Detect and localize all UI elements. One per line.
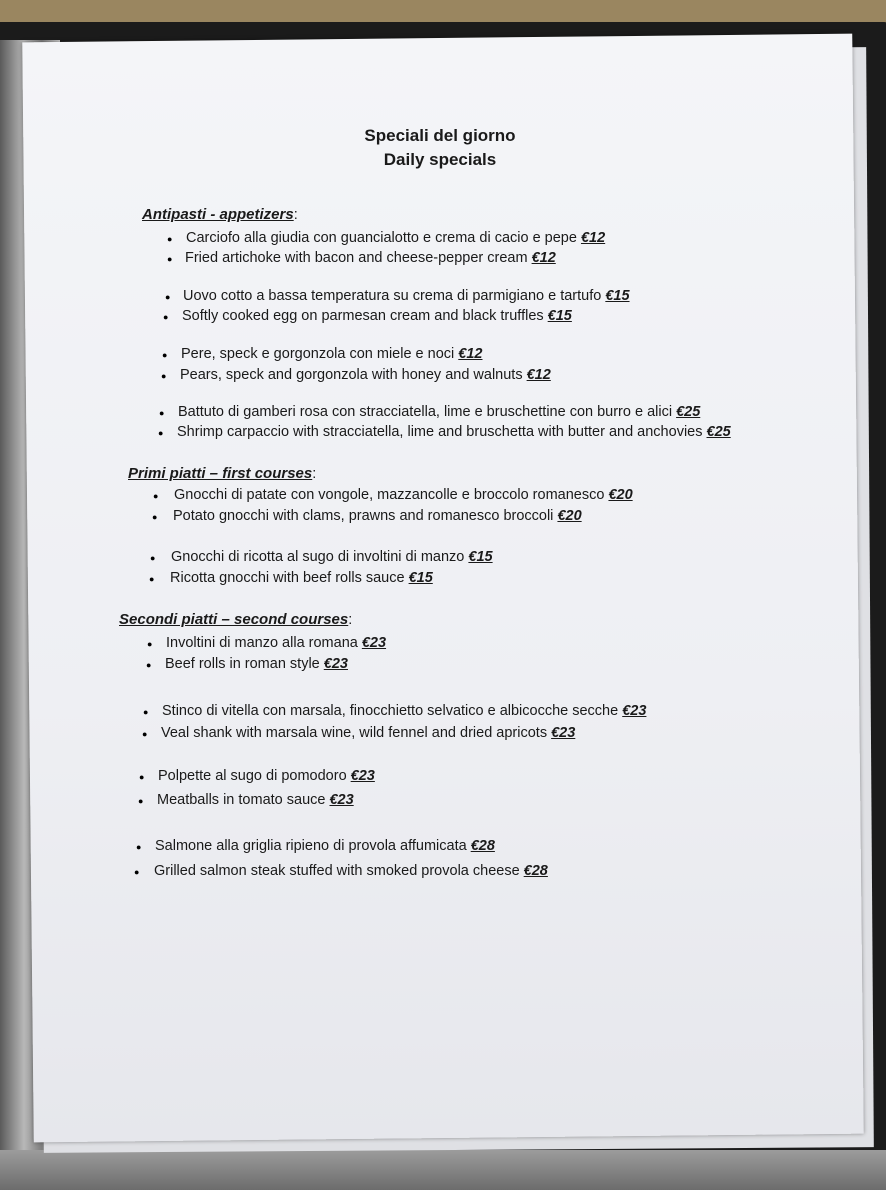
bullet-icon: ● [158, 428, 164, 438]
menu-item-price: €28 [470, 838, 495, 854]
menu-item-name: Grilled salmon steak stuffed with smoked provola cheese [154, 863, 524, 879]
bullet-icon: ● [153, 491, 159, 501]
bullet-icon: ● [136, 842, 142, 852]
folder-bottom-edge [0, 1150, 886, 1190]
menu-item-price: €23 [323, 656, 348, 672]
menu-item-name: Gnocchi di patate con vongole, mazzancolle e broccolo romanesco [174, 487, 609, 503]
menu-item-price: €28 [523, 863, 548, 879]
menu-item-price: €15 [547, 308, 572, 324]
bullet-icon: ● [134, 867, 140, 877]
menu-item [171, 549, 493, 565]
menu-item-price: €12 [580, 230, 606, 246]
menu-item-name: Pere, speck e gorgonzola con miele e noci [181, 346, 459, 362]
menu-item-name: Potato gnocchi with clams, prawns and romanesco broccoli [173, 508, 558, 524]
section-header [119, 611, 352, 628]
menu-item-name: Carciofo alla giudia con guancialotto e crema di cacio e pepe [186, 230, 581, 246]
bullet-icon: ● [163, 312, 169, 322]
menu-item-price: €23 [551, 725, 576, 741]
menu-item-price: €23 [622, 703, 647, 719]
menu-item [162, 703, 646, 719]
section-header-colon: : [293, 207, 298, 223]
menu-item-name: Ricotta gnocchi with beef rolls sauce [170, 570, 409, 586]
menu-title: Speciali del giorno [364, 126, 516, 145]
bullet-icon: ● [138, 796, 144, 806]
menu-subtitle: Daily specials [383, 150, 497, 169]
menu-item-name: Uovo cotto a bassa temperatura su crema di parmigiano e tartufo [183, 288, 606, 304]
menu-item [165, 656, 348, 672]
menu-item [183, 288, 630, 304]
menu-item-price: €12 [526, 367, 551, 383]
menu-item [174, 487, 633, 503]
bullet-icon: ● [152, 512, 158, 522]
menu-item [166, 635, 386, 651]
menu-page [22, 34, 863, 1143]
bullet-icon: ● [159, 408, 165, 418]
menu-item-name: Meatballs in tomato sauce [157, 792, 330, 808]
bullet-icon: ● [165, 292, 171, 302]
menu-item [155, 838, 495, 854]
menu-item-name: Polpette al sugo di pomodoro [158, 768, 351, 784]
menu-item-price: €12 [531, 250, 556, 266]
menu-item-name: Battuto di gamberi rosa con stracciatella, lime e bruschettine con burro e alici [178, 404, 677, 420]
bullet-icon: ● [142, 729, 148, 739]
menu-item-price: €25 [676, 404, 701, 420]
bullet-icon: ● [167, 254, 173, 264]
section-header-colon: : [348, 612, 353, 628]
menu-item [178, 404, 700, 420]
bullet-icon: ● [143, 707, 149, 717]
menu-item [161, 725, 575, 741]
bullet-icon: ● [150, 553, 156, 563]
menu-item-price: €15 [605, 288, 630, 304]
section-header [142, 206, 298, 223]
menu-item-name: Softly cooked egg on parmesan cream and black truffles [182, 308, 548, 324]
bullet-icon: ● [167, 234, 173, 244]
menu-item-price: €15 [468, 549, 493, 565]
menu-item [180, 367, 551, 383]
menu-item-name: Gnocchi di ricotta al sugo di involtini di manzo [171, 549, 469, 565]
menu-item-name: Beef rolls in roman style [165, 656, 324, 672]
bullet-icon: ● [147, 639, 153, 649]
menu-item [170, 570, 433, 586]
menu-item [185, 250, 556, 266]
bullet-icon: ● [146, 660, 152, 670]
menu-item [177, 424, 731, 440]
menu-item [157, 792, 354, 808]
menu-item [182, 308, 572, 324]
bullet-icon: ● [149, 574, 155, 584]
section-header-text: Primi piatti – first courses [128, 465, 313, 482]
bullet-icon: ● [162, 350, 168, 360]
menu-item-name: Involtini di manzo alla romana [166, 635, 362, 651]
menu-item-name: Salmone alla griglia ripieno di provola affumicata [155, 838, 471, 854]
section-header-text: Antipasti - appetizers [142, 206, 294, 223]
menu-item-name: Stinco di vitella con marsala, finocchietto selvatico e albicocche secche [162, 703, 623, 719]
section-header [128, 465, 316, 482]
menu-item-price: €25 [706, 424, 731, 440]
menu-item-price: €15 [408, 570, 433, 586]
menu-item-name: Pears, speck and gorgonzola with honey and walnuts [180, 367, 527, 383]
menu-item [158, 768, 375, 784]
menu-item [154, 863, 548, 879]
menu-item-price: €23 [329, 792, 354, 808]
menu-item-price: €20 [557, 508, 582, 524]
menu-item [186, 230, 605, 246]
menu-item-price: €23 [361, 635, 387, 651]
menu-item-name: Shrimp carpaccio with stracciatella, lime and bruschetta with butter and anchovies [177, 424, 707, 440]
menu-item-price: €20 [608, 487, 633, 503]
menu-item-name: Fried artichoke with bacon and cheese-pepper cream [185, 250, 532, 266]
menu-item [181, 346, 482, 362]
section-header-text: Secondi piatti – second courses [119, 611, 349, 628]
bullet-icon: ● [161, 371, 167, 381]
menu-item-price: €23 [350, 768, 375, 784]
section-header-colon: : [312, 466, 317, 482]
menu-item-price: €12 [458, 346, 483, 362]
menu-item [173, 508, 582, 524]
bullet-icon: ● [139, 772, 145, 782]
menu-item-name: Veal shank with marsala wine, wild fennel and dried apricots [161, 725, 552, 741]
